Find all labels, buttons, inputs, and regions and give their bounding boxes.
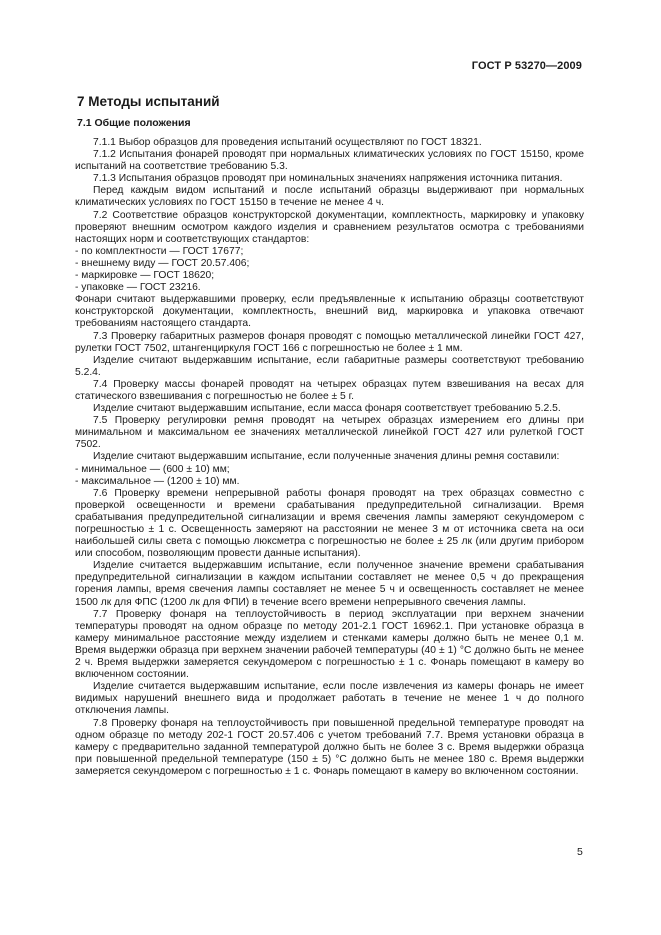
list-item-packaging: - упаковке — ГОСТ 23216. [75,282,201,294]
section-title: 7 Методы испытаний [77,94,220,109]
paragraph-7-3: 7.3 Проверку габаритных размеров фонаря проводят с помощью металлической линейки ГОСТ 427, рулетки ГОСТ 7502, штангенциркуля ГОСТ 166 с погрешностью не более ± 1 мм. [75,330,584,354]
paragraph-conditioning: Перед каждым видом испытаний и после испытаний образцы выдерживают при нормальных климатических условиях по ГОСТ 15150 в течение не менее 4 ч. [75,185,584,209]
list-item-minimum: - минимальное — (600 ± 10) мм; [75,463,230,475]
paragraph-7-6-result: Изделие считается выдержавшим испытание, если полученное значение времени срабатывания предупредительной сигнализации в каждом испытании составляет не менее 0,5 ч до прекращения горения лампы, время свечения лампы составляет не менее 5 ч и освещенность составляет не менее 1500 лк для ФПС (1200 лк для ФПИ) в течение всего времени непрерывного свечения лампы. [75,560,584,608]
body-text [75,137,584,778]
subsection-title: 7.1 Общие положения [77,117,191,129]
paragraph-7-1-1: 7.1.1 Выбор образцов для проведения испытаний осуществляют по ГОСТ 18321. [93,137,482,148]
list-item-appearance: - внешнему виду — ГОСТ 20.57.406; [75,257,250,269]
paragraph-7-5: 7.5 Проверку регулировки ремня проводят на четырех образцах измерением его длины при минимальном и максимальном ее значениях металлической линейкой ГОСТ 427 или рулеткой ГОСТ 7502. [75,415,584,451]
paragraph-7-4: 7.4 Проверку массы фонарей проводят на четырех образцах путем взвешивания на весах для статического взвешивания с погрешностью не более ± 5 г. [75,378,584,402]
paragraph-7-6: 7.6 Проверку времени непрерывной работы фонаря проводят на трех образцах совместно с проверкой освещенности и времени срабатывания предупредительной сигнализации. Время срабатывания предупредительной сигнализации и время свечения лампы замеряют секундомером с погрешностью ± 1 с. Освещенность замеряют на расстоянии не менее 3 м от источника света на оси наибольшей силы света с помощью люксметра с погрешностью не более ± 25 лк (или другим прибором или способом, позволяющим провести данные испытания). [75,487,584,560]
list-item-completeness: - по комплектности — ГОСТ 17677; [75,245,244,257]
list-item-marking: - маркировке — ГОСТ 18620; [75,270,215,282]
paragraph-7-4-result: Изделие считают выдержавшим испытание, если масса фонаря соответствует требованию 5.2.5. [93,403,561,415]
document-code-header: ГОСТ Р 53270—2009 [471,60,582,72]
paragraph-7-1-2: 7.1.2 Испытания фонарей проводят при нормальных климатических условиях по ГОСТ 15150, кроме испытаний на соответствие требованию 5.3. [75,149,584,173]
paragraph-7-3-result: Изделие считают выдержавшим испытание, если габаритные размеры соответствуют требованию 5.2.4. [75,354,584,378]
paragraph-7-1-3: 7.1.3 Испытания образцов проводят при номинальных значениях напряжения источника питания. [93,173,563,185]
paragraph-7-2-result: Фонари считают выдержавшими проверку, если предъявленные к испытанию образцы соответствуют конструкторской документации, комплектность, внешний вид, маркировка и упаковка отвечают требованиям настоящего стандарта. [75,294,584,330]
page-number: 5 [577,846,583,858]
paragraph-7-8: 7.8 Проверку фонаря на теплоустойчивость при повышенной предельной температуре проводят на одном образце по методу 202-1 ГОСТ 20.57.406 с учетом требований 7.7. Время установки образца в камеру с предварительно заданной температурой должно быть не более 3 с. Время выдержки образца при повышенной предельной температуре (150 ± 5) °С должно быть не менее 180 с. Время выдержки замеряется секундомером с погрешностью ± 1 с. Фонарь помещают в камеру во включенном состоянии. [75,717,584,777]
paragraph-7-2: 7.2 Соответствие образцов конструкторской документации, комплектность, маркировку и упаковку проверяют внешним осмотром каждого изделия и сравнением результатов осмотра с требованиями настоящих норм и соответствующих стандартов: [75,209,584,245]
list-item-maximum: - максимальное — (1200 ± 10) мм. [75,475,240,487]
paragraph-7-5-result: Изделие считают выдержавшим испытание, если полученные значения длины ремня составили: [93,451,560,463]
paragraph-7-7-result: Изделие считается выдержавшим испытание, если после извлечения из камеры фонарь не имеет видимых нарушений внешнего вида и продолжает работать в течение не менее 1 ч до полного отключения лампы. [75,681,584,717]
paragraph-7-7: 7.7 Проверку фонаря на теплоустойчивость в период эксплуатации при верхнем значении температуры проводят на одном образце по методу 201-2.1 ГОСТ 16962.1. При установке образца в камеру минимальное расстояние между изделием и стенками камеры должно быть не менее 0,1 м. Время выдержки образца при верхнем значении рабочей температуры (40 ± 1) °С должно быть не менее 2 ч. Время выдержки замеряется секундомером с погрешностью ± 1 с. Фонарь помещают в камеру во включенном состоянии. [75,608,584,681]
